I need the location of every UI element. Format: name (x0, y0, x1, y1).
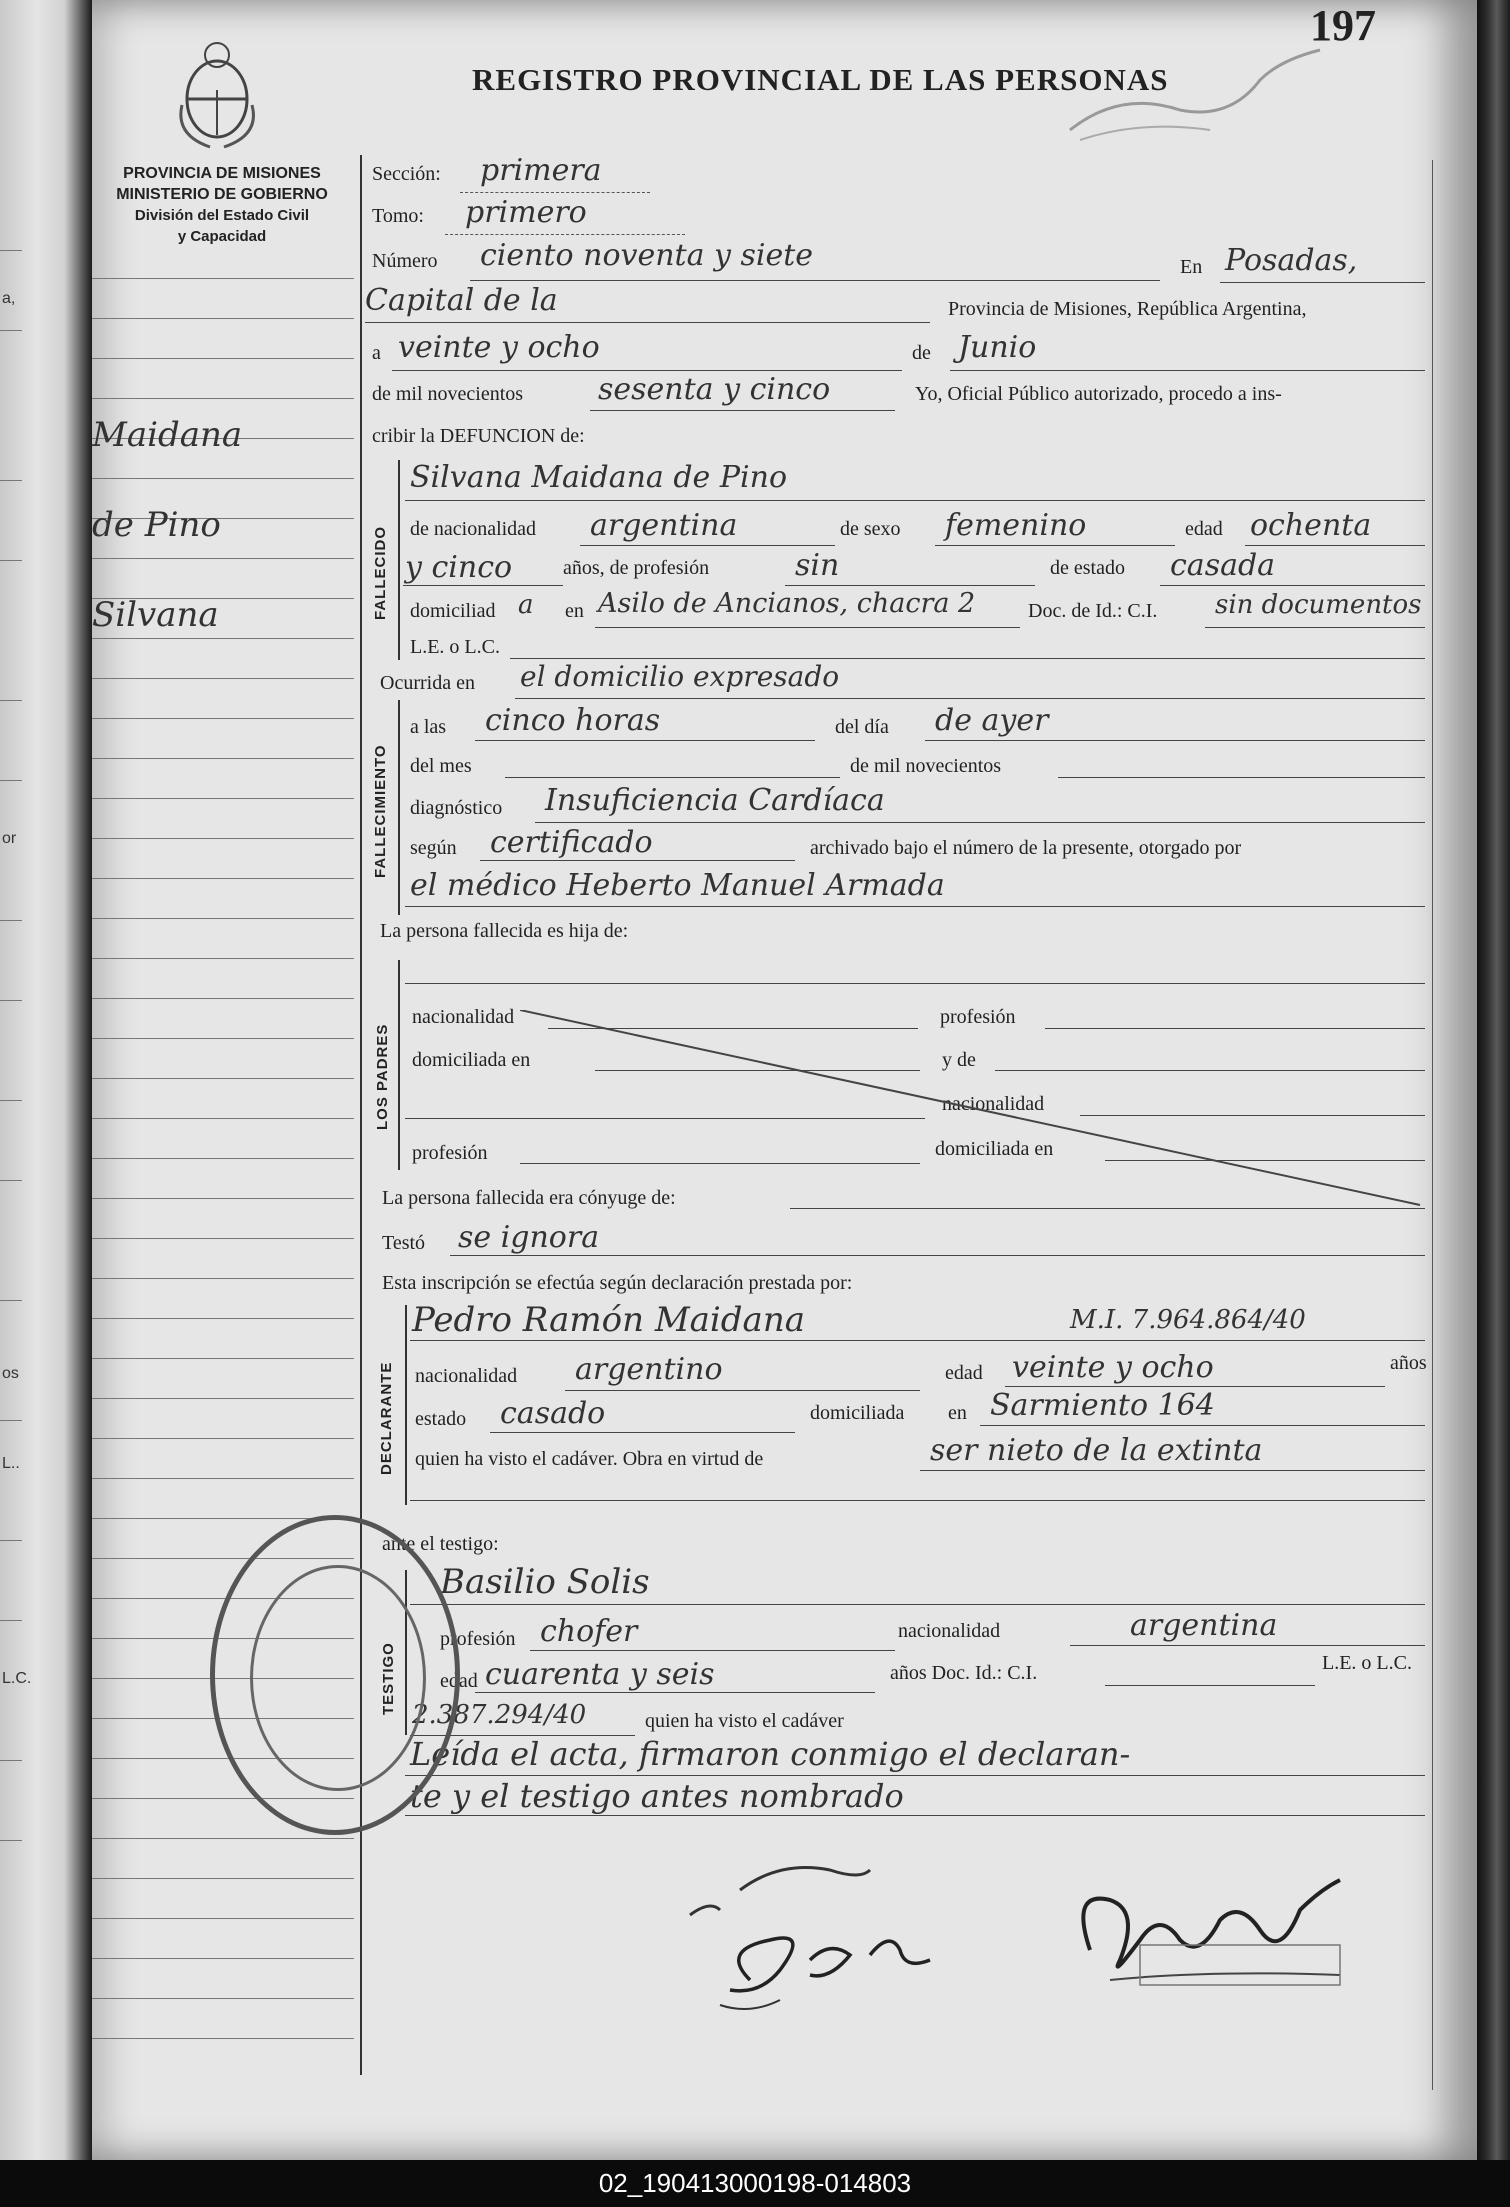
testigo-edad-label: edad (440, 1670, 478, 1692)
testigo-side-label: TESTIGO (380, 1642, 397, 1715)
margin-rule (92, 1838, 354, 1839)
issuer-line: PROVINCIA DE MISIONES (123, 165, 321, 182)
declaracion-label: Esta inscripción se efectúa según declaración prestada por: (382, 1272, 853, 1294)
margin-rule (92, 1158, 354, 1159)
domicilio-en-label: en (565, 600, 584, 622)
ocurrida-label: Ocurrida en (380, 672, 475, 694)
margin-rule (92, 278, 354, 279)
margin-rule (92, 838, 354, 839)
segun-label: según (410, 837, 457, 859)
signature-officer (1050, 1850, 1390, 2000)
margin-rule (92, 1998, 354, 1999)
margin-rule (92, 958, 354, 959)
margin-rule (92, 1918, 354, 1919)
margin-rule (92, 758, 354, 759)
capital-value: Capital de la (365, 283, 558, 318)
provincia-text: Provincia de Misiones, República Argentina, (948, 298, 1307, 320)
nacionalidad-value: argentina (590, 508, 738, 543)
margin-rule (92, 1398, 354, 1399)
profesion-value: sin (795, 548, 840, 583)
declarante-nombre: Pedro Ramón Maidana (412, 1300, 805, 1340)
doc-label: Doc. de Id.: C.I. (1028, 600, 1158, 622)
cancel-strike-line (520, 1010, 1425, 1210)
de-label: de (912, 342, 931, 364)
padres-nacionalidad-label: nacionalidad (412, 1006, 515, 1028)
domicilio-value: Asilo de Ancianos, chacra 2 (598, 588, 976, 619)
edad-value-2: y cinco (405, 550, 513, 585)
declarante-edad-label: edad (945, 1362, 983, 1384)
declarante-en-label: en (948, 1402, 967, 1424)
declarante-nacionalidad-label: nacionalidad (415, 1365, 518, 1387)
margin-rule (92, 358, 354, 359)
del-dia-label: del día (835, 716, 889, 738)
margin-rule (92, 1438, 354, 1439)
cierre-line-2: te y el testigo antes nombrado (410, 1777, 904, 1815)
declarante-side-label: DECLARANTE (378, 1361, 395, 1475)
a-label: a (372, 342, 381, 364)
declarante-estado-label: estado (415, 1408, 467, 1430)
a-las-label: a las (410, 716, 447, 738)
margin-rule (92, 1038, 354, 1039)
padres-profesion-label: profesión (940, 1006, 1016, 1028)
margin-rule (92, 1878, 354, 1879)
testigo-profesion: chofer (540, 1614, 638, 1649)
mil-label: de mil novecientos (372, 383, 524, 405)
page-number: 197 (1310, 1, 1376, 50)
padres-domiciliada2-label: domiciliada en (935, 1138, 1054, 1160)
fallecimiento-side-label: FALLECIMIENTO (372, 744, 389, 878)
issuer-line: MINISTERIO DE GOBIERNO (116, 186, 328, 203)
dia-value-fallecimiento: de ayer (935, 703, 1049, 738)
ocurrida-value: el domicilio expresado (520, 660, 840, 693)
inscribir-text: cribir la DEFUNCION de: (372, 425, 585, 447)
padres-domiciliada-label: domiciliada en (412, 1049, 531, 1071)
estado-value: casada (1170, 548, 1276, 583)
testigo-nacionalidad-label: nacionalidad (898, 1620, 1001, 1642)
le-label: L.E. o L.C. (410, 636, 500, 658)
declarante-edad: veinte y ocho (1012, 1350, 1214, 1385)
anios-profesion-label: años, de profesión (563, 557, 710, 579)
testo-value: se ignora (458, 1220, 600, 1255)
declarante-domicilio: Sarmiento 164 (990, 1388, 1215, 1423)
tomo-label: Tomo: (372, 205, 424, 227)
doc-value: sin documentos (1215, 590, 1422, 620)
margin-rule (92, 2038, 354, 2039)
margin-rule (92, 718, 354, 719)
en-value: Posadas, (1225, 243, 1358, 278)
diagnostico-value: Insuficiencia Cardíaca (545, 783, 885, 818)
testigo-nombre: Basilio Solis (440, 1562, 650, 1602)
declarante-estado: casado (500, 1396, 606, 1431)
testo-label: Testó (382, 1232, 426, 1254)
margin-rule (92, 998, 354, 999)
domiciliado-suffix: a (518, 590, 534, 620)
margin-rule (92, 478, 354, 479)
domiciliado-label: domiciliad (410, 600, 496, 622)
testigo-visto-label: quien ha visto el cadáver (645, 1710, 844, 1732)
margin-rule (92, 398, 354, 399)
margin-rule (92, 798, 354, 799)
official-seal-stamp (210, 1515, 460, 1835)
issuer-line: y Capacidad (177, 228, 267, 245)
declarante-virtud: ser nieto de la extinta (930, 1433, 1263, 1468)
archivado-text: archivado bajo el número de la presente, otorgado por (810, 837, 1242, 859)
testigo-anios-doc-label: años Doc. Id.: C.I. (890, 1662, 1038, 1684)
mes-value: Junio (958, 330, 1037, 365)
tomo-value: primero (465, 195, 587, 230)
image-filename-footer: 02_190413000198-014803 (0, 2160, 1510, 2207)
margin-rule (92, 1118, 354, 1119)
diagnostico-label: diagnóstico (410, 797, 503, 819)
testigo-numero: 2.387.294/40 (412, 1700, 587, 1730)
cierre-line-1: Leída el acta, firmaron conmigo el declaran- (410, 1735, 1131, 1773)
hora-value: cinco horas (485, 703, 661, 738)
seccion-label: Sección: (372, 163, 441, 185)
mil-novecientos-label: de mil novecientos (850, 755, 1002, 777)
del-mes-label: del mes (410, 755, 472, 777)
declarante-nacionalidad: argentino (575, 1352, 723, 1387)
margin-rule (92, 1958, 354, 1959)
margin-rule (92, 1318, 354, 1319)
padres-side-label: LOS PADRES (374, 1023, 391, 1130)
page-title: REGISTRO PROVINCIAL DE LAS PERSONAS (472, 62, 1169, 97)
issuer-line: División del Estado Civil (134, 207, 310, 224)
testigo-profesion-label: profesión (440, 1628, 516, 1650)
issuer-header (92, 163, 352, 247)
margin-rule (92, 918, 354, 919)
margin-given-name: Silvana (92, 595, 219, 635)
signature-witness (660, 1830, 980, 2020)
estado-label: de estado (1050, 557, 1125, 579)
previous-page-gutter: a, or os L.. L.C. (0, 0, 92, 2160)
segun-value: certificado (490, 825, 653, 860)
padres-profesion2-label: profesión (412, 1142, 488, 1164)
declarante-anios-label: años (1390, 1352, 1427, 1374)
numero-value: ciento noventa y siete (480, 238, 814, 273)
edad-label: edad (1185, 518, 1223, 540)
padres-y-de-label: y de (942, 1049, 976, 1071)
margin-rule (92, 1478, 354, 1479)
margin-rule (92, 678, 354, 679)
margin-rule (92, 1198, 354, 1199)
declarante-mi: M.I. 7.964.864/40 (1070, 1305, 1306, 1335)
edad-value: ochenta (1250, 508, 1372, 543)
right-border (1432, 160, 1433, 2090)
testigo-edad: cuarenta y seis (485, 1657, 715, 1692)
margin-surname-2: de Pino (92, 505, 221, 545)
margin-rule (92, 558, 354, 559)
margin-rule (92, 638, 354, 639)
nacionalidad-label: de nacionalidad (410, 518, 537, 540)
book-edge (1477, 0, 1510, 2160)
margin-rule (92, 1358, 354, 1359)
dia-value: veinte y ocho (398, 330, 600, 365)
coat-of-arms-icon (170, 35, 265, 153)
oficial-text: Yo, Oficial Público autorizado, procedo a ins- (915, 383, 1282, 405)
declarante-visto-label: quien ha visto el cadáver. Obra en virtud de (415, 1448, 764, 1470)
margin-rule (92, 318, 354, 319)
testigo-nacionalidad: argentina (1130, 1608, 1278, 1643)
declarante-domiciliada-label: domiciliada (810, 1402, 905, 1424)
testigo-le-label: L.E. o L.C. (1322, 1652, 1412, 1674)
margin-surname: Maidana (92, 415, 243, 455)
margin-rule (92, 878, 354, 879)
fallecido-side-label: FALLECIDO (372, 526, 389, 620)
sexo-label: de sexo (840, 518, 901, 540)
numero-label: Número (372, 250, 438, 272)
sexo-value: femenino (945, 508, 1087, 543)
fallecido-nombre: Silvana Maidana de Pino (410, 460, 788, 495)
medico-value: el médico Heberto Manuel Armada (410, 868, 945, 903)
hija-label: La persona fallecida es hija de: (380, 920, 629, 942)
pencil-annotation (1060, 40, 1330, 150)
seccion-value: primera (480, 153, 602, 188)
margin-rule (92, 1078, 354, 1079)
margin-rule (92, 1278, 354, 1279)
margin-rule (92, 1238, 354, 1239)
en-label: En (1180, 256, 1203, 278)
conyuge-label: La persona fallecida era cónyuge de: (382, 1187, 676, 1209)
anio-value: sesenta y cinco (598, 372, 831, 407)
padres-nacionalidad2-label: nacionalidad (942, 1093, 1045, 1115)
ante-testigo-label: ante el testigo: (382, 1533, 499, 1555)
